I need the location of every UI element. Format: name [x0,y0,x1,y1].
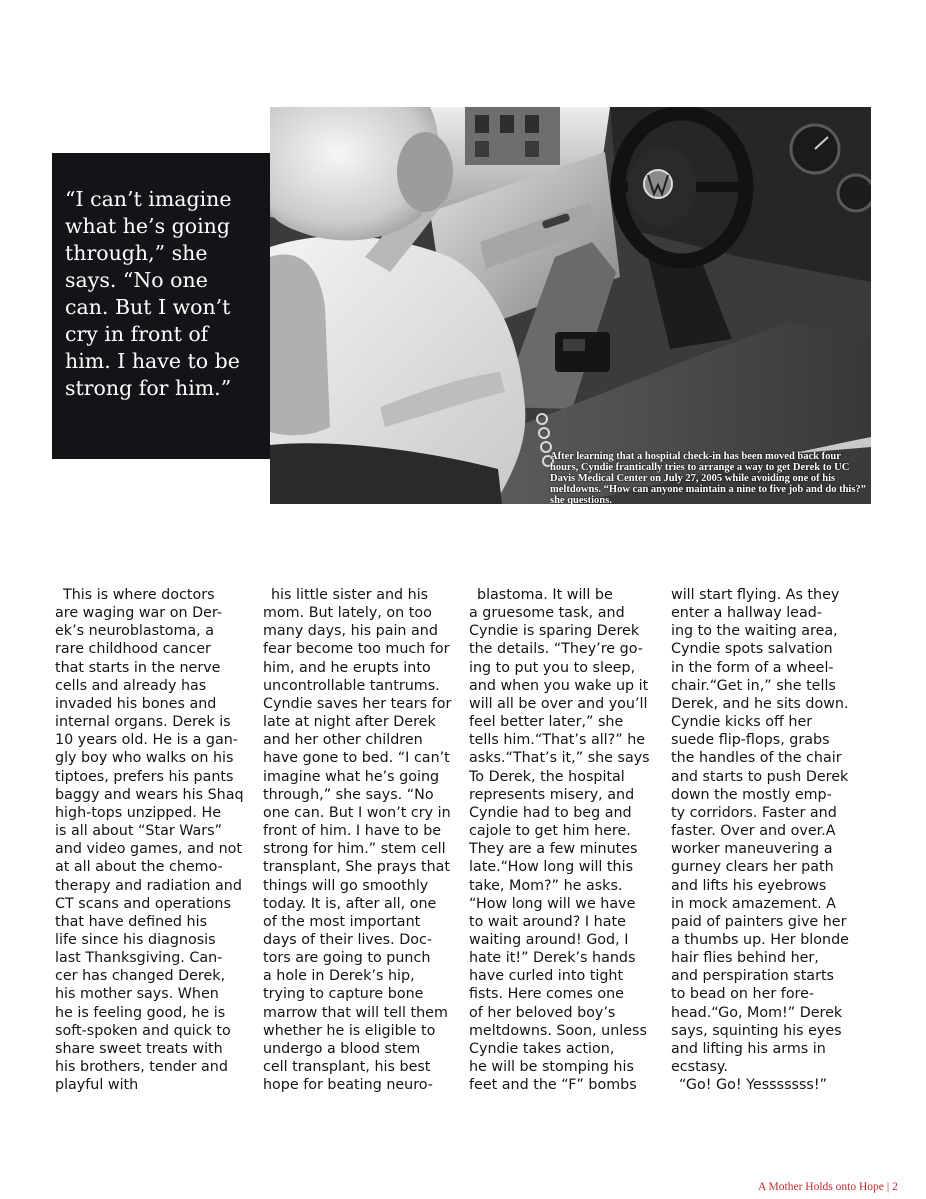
footer-title: A Mother Holds onto Hope [758,1181,884,1193]
body-paragraph: blastoma. It will be a gruesome task, and Cyndie is sparing Derek the details. “They’re go- ing to put you to sleep, and when you wake up it will all be over and you’ll feel better later,” she tells him.“That’s all?” he asks.“That’s it,” she says To Derek, the hospital represents misery, and Cyndie had to beg and cajole to get him here. They are a few minutes late.“How long will this take, Mom?” he asks. “How long will we have to wait around? I hate waiting around! God, I hate it!” Derek’s hands have curled into tight fists. Here comes one of her beloved boy’s meltdowns. Soon, unless Cyndie takes action, he will be stomping his feet and the “F” bombs [469,587,650,1094]
photo-caption: After learning that a hospital check-in has been moved back four hours, Cyndie frantically tries to arrange a way to get Derek to UC Davis Medical Center on July 27, 2005 while avoiding one of his meltdowns. “How can anyone maintain a nine to five job and do this?” she questions. [550,451,866,504]
page-footer [758,1180,898,1194]
body-column-4 [671,586,866,1094]
footer-separator: | [886,1181,890,1193]
feature-photo [270,107,871,504]
body-paragraph-closing: “Go! Go! Yesssssss!” [679,1077,828,1094]
body-column-3 [469,586,664,1094]
vw-logo-icon [644,170,672,198]
body-column-1 [55,586,250,1094]
pull-quote-box [52,153,270,459]
pull-quote-text: “I can’t imagine what he’s going through,” she says. “No one can. But I won’t cry in front of him. I have to be strong for him.” [65,187,240,400]
body-column-2 [263,586,458,1094]
body-paragraph: This is where doctors are waging war on Der- ek’s neuroblastoma, a rare childhood cancer that starts in the nerve cells and already has invaded his bones and internal organs. Derek is 10 years old. He is a gan- gly boy who walks on his tiptoes, prefers his pants baggy and wears his Shaq high-tops unzipped. He is all about “Star Wars” and video games, and not at all about the chemo- therapy and radiation and CT scans and operations that have defined his life since his diagnosis last Thanksgiving. Can- cer has changed Derek, his mother says. When he is feeling good, he is soft-spoken and quick to share sweet treats with his brothers, tender and playful with [55,587,244,1094]
body-paragraph: his little sister and his mom. But lately, on too many days, his pain and fear become too much for him, and he erupts into uncontrollable tantrums. Cyndie saves her tears for late at night after Derek and her other children have gone to bed. “I can’t imagine what he’s going through,” she says. “No one can. But I won’t cry in front of him. I have to be strong for him.” stem cell transplant, She prays that things will go smoothly today. It is, after all, one of the most important days of their lives. Doc- tors are going to punch a hole in Derek’s hip, trying to capture bone marrow that will tell them whether he is eligible to undergo a blood stem cell transplant, his best hope for beating neuro- [263,587,452,1094]
photo-illustration [270,107,871,504]
body-paragraph: will start flying. As they enter a hallway lead- ing to the waiting area, Cyndie spots salvation in the form of a wheel- chair.“Get in,” she tells Derek, and he sits down. Cyndie kicks off her suede flip-flops, grabs the handles of the chair and starts to push Derek down the mostly emp- ty corridors. Faster and faster. Over and over.A worker maneuvering a gurney clears her path and lifts his eyebrows in mock amazement. A paid of painters give her a thumbs up. Her blonde hair flies behind her, and perspiration starts to bead on her fore- head.“Go, Mom!” Derek says, squinting his eyes and lifting his arms in ecstasy. [671,587,849,1076]
page-number: 2 [892,1181,898,1193]
